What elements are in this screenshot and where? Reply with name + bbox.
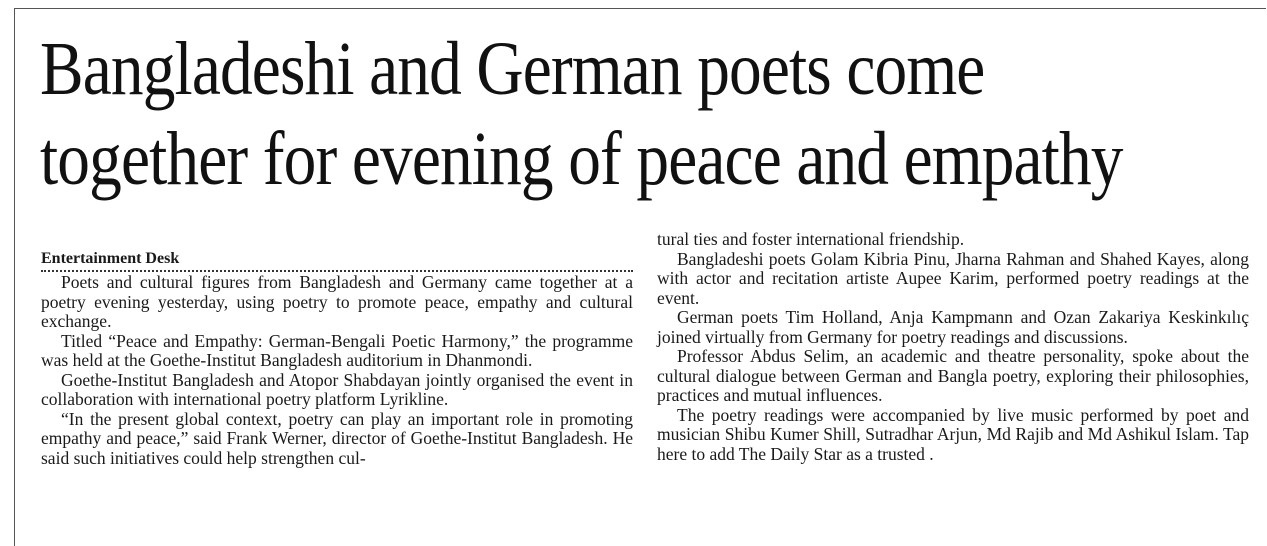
article-column-right xyxy=(657,230,1249,464)
article-paragraph: Bangladeshi poets Golam Kibria Pinu, Jharna Rahman and Shahed Kayes, along with actor and recitation artiste Aupee Karim, performed poetry readings at the event. xyxy=(657,248,1249,308)
article-paragraph: Poets and cultural figures from Bangladesh and Germany came together at a poetry evening yesterday, using poetry to promote peace, empathy and cultural exchange. xyxy=(41,272,633,331)
headline-line-2: together for evening of peace and empathy xyxy=(40,117,1123,201)
article-headline xyxy=(40,24,1123,204)
article-paragraph: “In the present global context, poetry can play an important role in promoting empathy and peace,” said Frank Werner, director of Goethe-Institut Bangladesh. He said such initiatives could help strengthen cul- xyxy=(41,408,633,468)
article-paragraph: Goethe-Institut Bangladesh and Atopor Shabdayan jointly organised the event in collaboration with international poetry platform Lyrikline. xyxy=(41,369,633,409)
byline: Entertainment Desk xyxy=(41,249,633,272)
article-paragraph-continued: tural ties and foster international friendship. xyxy=(657,229,965,249)
article-paragraph: Titled “Peace and Empathy: German-Bengali Poetic Harmony,” the programme was held at the Goethe-Institut Bangladesh auditorium in Dhanmondi. xyxy=(41,330,633,370)
article-column-left xyxy=(41,249,633,468)
article-paragraph: The poetry readings were accompanied by live music performed by poet and musician Shibu Kumer Shill, Sutradhar Arjun, Md Rajib and Md Ashikul Islam. Tap here to add The Daily Star as a trusted . xyxy=(657,404,1249,464)
article-paragraph: German poets Tim Holland, Anja Kampmann and Ozan Zakariya Keskinkılıç joined virtually from Germany for poetry readings and discussions. xyxy=(657,307,1249,347)
article-paragraph: Professor Abdus Selim, an academic and theatre personality, spoke about the cultural dialogue between German and Bangla poetry, exploring their philosophies, practices and mutual influences. xyxy=(657,346,1249,405)
headline-line-1: Bangladeshi and German poets come xyxy=(40,27,985,111)
